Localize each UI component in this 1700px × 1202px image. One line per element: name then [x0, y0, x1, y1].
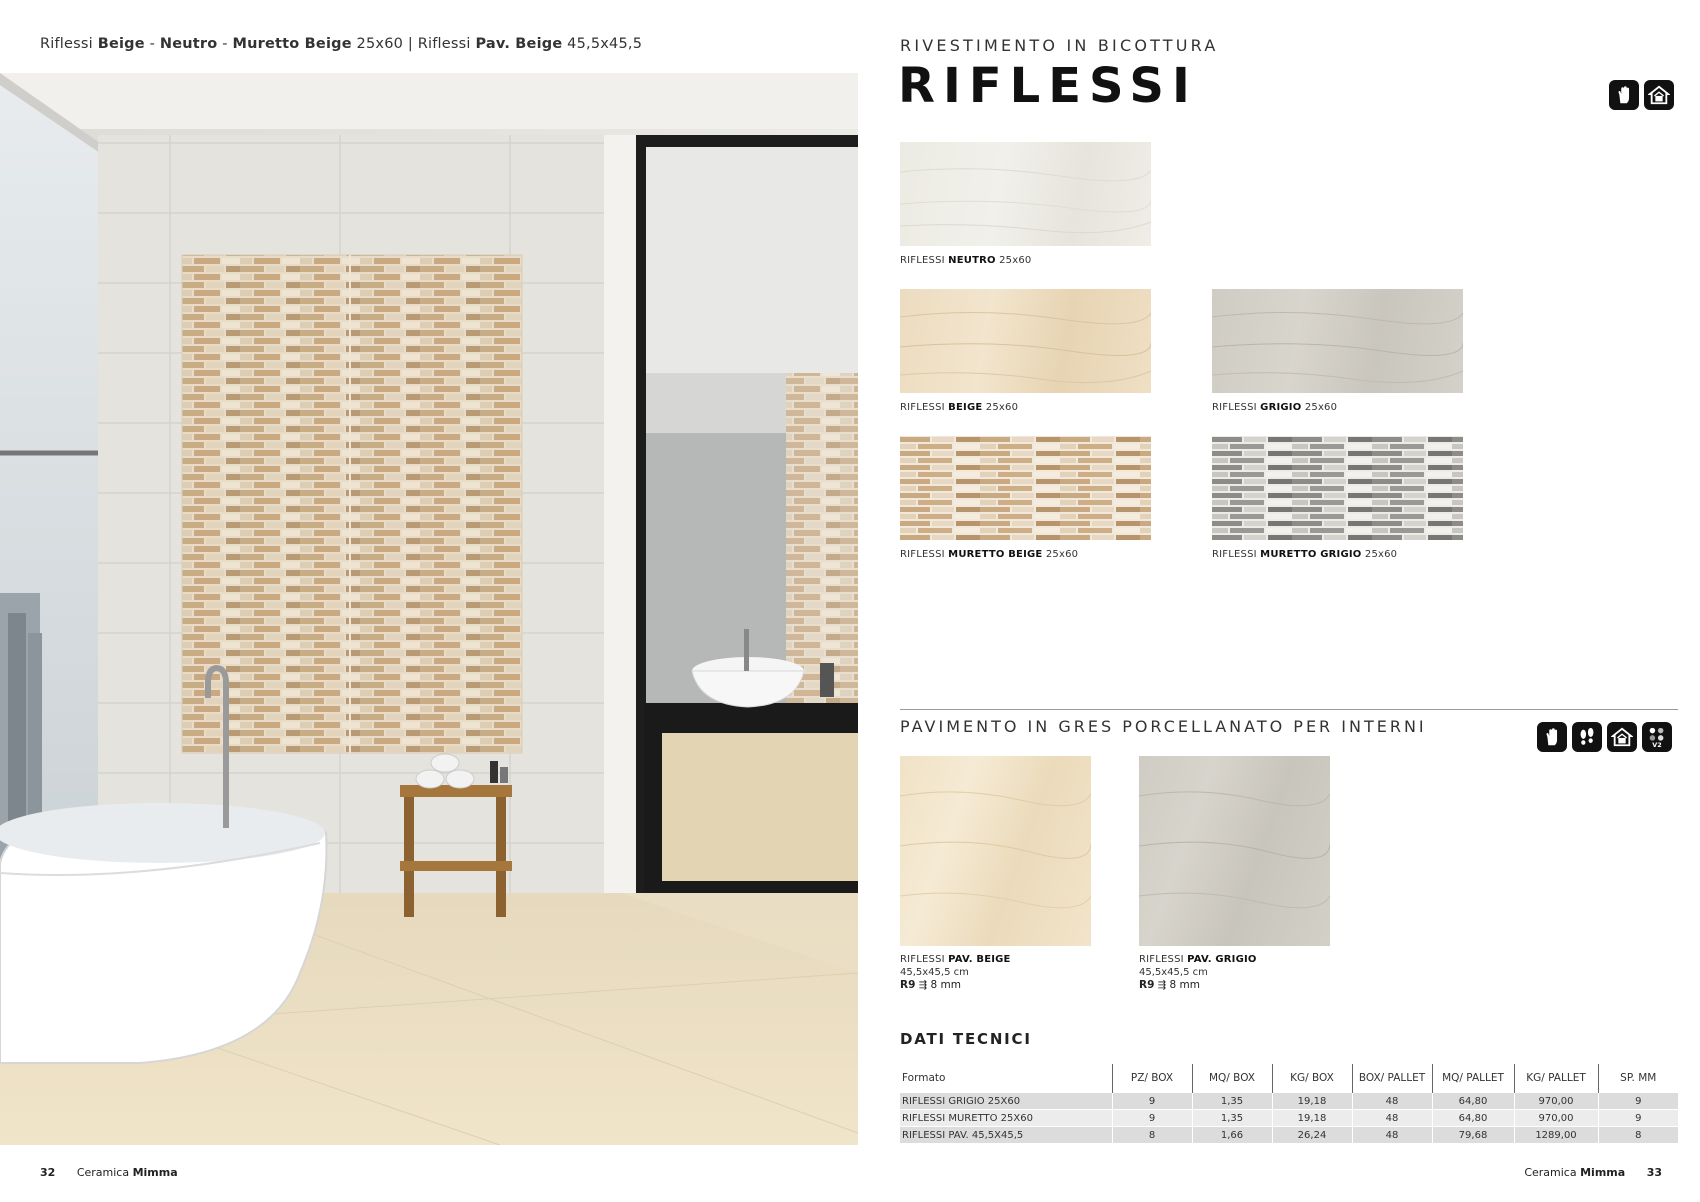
- section-divider: [900, 709, 1678, 710]
- table-cell: RIFLESSI GRIGIO 25X60: [900, 1093, 1112, 1110]
- footer-brand-name: Mimma: [132, 1166, 178, 1179]
- table-cell: 1,35: [1192, 1093, 1272, 1110]
- table-cell: 26,24: [1272, 1127, 1352, 1144]
- table-cell: 970,00: [1514, 1093, 1598, 1110]
- table-header-row: [900, 1064, 1678, 1093]
- table-cell: 9: [1635, 1095, 1642, 1107]
- table-cell: RIFLESSI PAV. 45,5X45,5: [900, 1127, 1112, 1144]
- section-eyebrow: RIVESTIMENTO IN BICOTTURA: [900, 36, 1219, 55]
- table-row: [900, 1093, 1678, 1110]
- table-cell: 8: [1112, 1127, 1192, 1144]
- house-icon: [1607, 722, 1637, 752]
- house-indoor-icon: [1644, 80, 1674, 110]
- label-beige: RIFLESSI BEIGE 25x60: [900, 402, 1019, 413]
- table-cell: 1289,00: [1514, 1127, 1598, 1144]
- footer-brand-prefix: Ceramica: [76, 1166, 133, 1179]
- caption-text: 45,5x45,5: [562, 36, 643, 52]
- table-cell: 1,66: [1192, 1127, 1272, 1144]
- col-kg-box: KG/ BOX: [1272, 1064, 1352, 1093]
- col-kg-pallet: KG/ PALLET: [1514, 1064, 1598, 1093]
- footer-left: [40, 1166, 178, 1179]
- label-pav-grigio: RIFLESSI PAV. GRIGIO: [1139, 954, 1257, 965]
- product-title: RIFLESSI: [898, 58, 1198, 114]
- swatch-pav-grigio: [1139, 756, 1330, 946]
- table-row: [900, 1110, 1678, 1127]
- table-cell: 19,18: [1272, 1093, 1352, 1110]
- shade-variation-icon: [1642, 722, 1672, 752]
- table-cell: 64,80: [1432, 1110, 1514, 1127]
- table-cell: 9: [1635, 1112, 1642, 1124]
- bathroom-photo: [0, 73, 858, 1145]
- label-pav-beige: RIFLESSI PAV. BEIGE: [900, 954, 1011, 965]
- table-cell: 8: [1635, 1129, 1642, 1141]
- tech-heading: DATI TECNICI: [900, 1030, 1032, 1048]
- spec-pav-grigio: R9 ⇶ 8 mm: [1139, 979, 1200, 991]
- col-mq-box: MQ/ BOX: [1192, 1064, 1272, 1093]
- caption-bold: Muretto Beige: [232, 36, 352, 52]
- wall-icons: [1609, 80, 1674, 110]
- table-cell: 19,18: [1272, 1110, 1352, 1127]
- caption-text: Riflessi: [40, 36, 98, 52]
- table-cell: 9: [1112, 1093, 1192, 1110]
- table-cell: 1,35: [1192, 1110, 1272, 1127]
- caption-bold: Pav. Beige: [475, 36, 563, 52]
- hand-icon: [1537, 722, 1567, 752]
- table-cell: 48: [1352, 1127, 1432, 1144]
- swatch-muretto-grigio: [1212, 436, 1463, 540]
- footprints-icon: [1572, 722, 1602, 752]
- v2-badge-text: V2: [1652, 741, 1662, 748]
- hand-wall-icon: [1609, 80, 1639, 110]
- size-pav-beige: 45,5x45,5 cm: [900, 967, 969, 978]
- footer-brand-prefix-right: Ceramica: [1524, 1166, 1581, 1179]
- label-muretto-grigio: RIFLESSI MURETTO GRIGIO 25x60: [1212, 549, 1398, 560]
- tech-table: [900, 1064, 1678, 1143]
- table-cell: 48: [1352, 1093, 1432, 1110]
- floor-heading: PAVIMENTO IN GRES PORCELLANATO PER INTERNI: [900, 717, 1427, 736]
- swatch-grigio: [1212, 289, 1463, 393]
- col-mq-pallet: MQ/ PALLET: [1432, 1064, 1514, 1093]
- caption-text: 25x60 | Riflessi: [351, 36, 476, 52]
- spec-pav-beige: R9 ⇶ 8 mm: [900, 979, 961, 991]
- col-box-pallet: BOX/ PALLET: [1352, 1064, 1432, 1093]
- size-pav-grigio: 45,5x45,5 cm: [1139, 967, 1208, 978]
- col-pz-box: PZ/ BOX: [1112, 1064, 1192, 1093]
- photo-caption: [40, 36, 642, 52]
- table-cell: 79,68: [1432, 1127, 1514, 1144]
- table-cell: 64,80: [1432, 1093, 1514, 1110]
- label-neutro: RIFLESSI NEUTRO 25x60: [900, 255, 1032, 266]
- col-formato: Formato: [900, 1064, 1112, 1093]
- swatch-pav-beige: [900, 756, 1091, 946]
- swatch-neutro: [900, 142, 1151, 246]
- caption-bold: Neutro: [159, 36, 218, 52]
- label-muretto-beige: RIFLESSI MURETTO BEIGE 25x60: [900, 549, 1079, 560]
- page-number-left: 32: [40, 1166, 56, 1179]
- col-sp-mm: SP. MM: [1620, 1072, 1657, 1084]
- footer-right: [1524, 1166, 1662, 1179]
- table-cell: 9: [1112, 1110, 1192, 1127]
- swatch-beige: [900, 289, 1151, 393]
- caption-bold: Beige: [97, 36, 145, 52]
- label-grigio: RIFLESSI GRIGIO 25x60: [1212, 402, 1338, 413]
- table-cell: 970,00: [1514, 1110, 1598, 1127]
- caption-text: -: [144, 36, 160, 52]
- page-number-right: 33: [1646, 1166, 1662, 1179]
- table-row: [900, 1127, 1678, 1144]
- footer-brand-name-right: Mimma: [1580, 1166, 1626, 1179]
- caption-text: -: [217, 36, 233, 52]
- swatch-muretto-beige: [900, 436, 1151, 540]
- table-cell: 48: [1352, 1110, 1432, 1127]
- floor-icons: [1537, 722, 1672, 752]
- table-cell: RIFLESSI MURETTO 25X60: [900, 1110, 1112, 1127]
